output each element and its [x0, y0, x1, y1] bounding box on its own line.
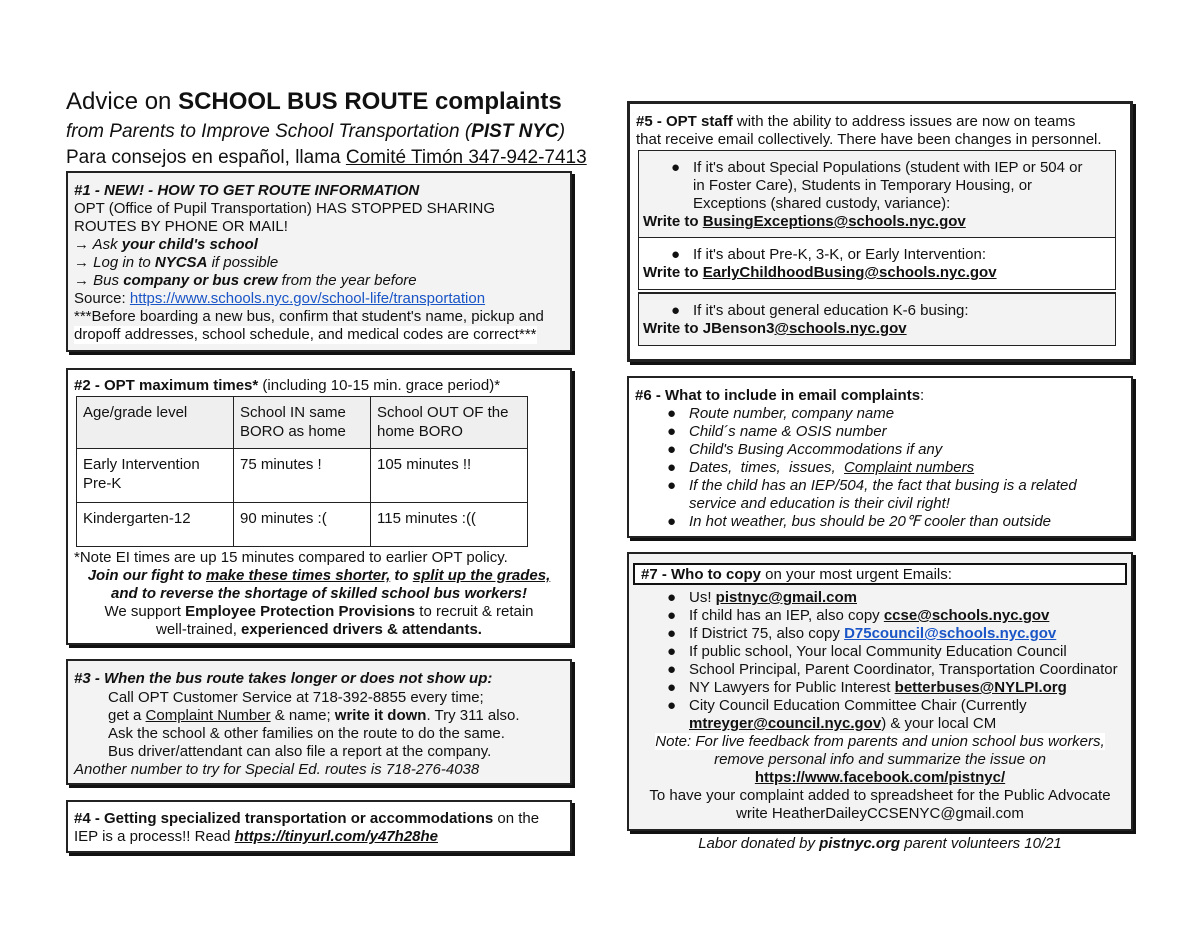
section-5-opt-staff	[627, 101, 1133, 362]
subtitle-suffix: )	[558, 121, 566, 142]
s7-title	[641, 566, 952, 584]
bullet-icon: ●	[667, 589, 677, 606]
busing-exceptions-email[interactable]: BusingExceptions@schools.nyc.gov	[702, 213, 966, 230]
section-7-who-to-copy	[627, 552, 1133, 831]
s5-b1-write	[643, 213, 966, 231]
s7-i4-text: If public school, Your local Community Education Council	[689, 643, 1067, 660]
list-item	[667, 405, 894, 423]
s7-i6-a: NY Lawyers for Public Interest	[689, 679, 895, 696]
bullet-icon: ●	[667, 441, 677, 458]
list-item	[667, 459, 974, 477]
bullet-icon: ●	[667, 661, 677, 678]
s3-line5: Another number to try for Special Ed. routes is 718-276-4038	[74, 761, 480, 778]
s5-b3-l1-text: If it's about general education K-6 busing:	[693, 302, 969, 319]
ccse-email[interactable]: ccse@schools.nyc.gov	[883, 607, 1050, 624]
bullet-icon: ●	[667, 405, 677, 422]
list-item-continuation	[689, 715, 996, 733]
s7-i5-text: School Principal, Parent Coordinator, Transportation Coordinator	[689, 661, 1118, 678]
list-item	[667, 625, 1056, 643]
table-cell	[77, 503, 234, 547]
s2-fight-a: Join our fight to	[87, 567, 206, 584]
s7-title-suffix: on your most urgent Emails:	[761, 566, 952, 583]
s5-card-general-ed	[638, 292, 1116, 346]
s3-write-it-down: write it down	[334, 707, 427, 724]
s1-line2: ROUTES BY PHONE OR MAIL!	[74, 218, 288, 235]
footer-site[interactable]: pistnyc.org	[819, 835, 900, 852]
s4-title-bold: #4 - Getting specialized transportation or accommodations	[74, 810, 494, 827]
list-item-text: In hot weather, bus should be 20℉ cooler than outside	[689, 513, 1052, 530]
s3-line2	[108, 707, 520, 725]
s7-i3-a: If District 75, also copy	[689, 625, 845, 642]
bullet-icon: ●	[667, 679, 677, 696]
cell-text: 105 minutes !!	[377, 456, 472, 473]
spanish-contact[interactable]: Comité Timón 347-942-7413	[345, 147, 587, 168]
s2-support-line2	[68, 621, 570, 639]
d75council-email[interactable]: D75council@schools.nyc.gov	[844, 625, 1057, 642]
bullet-icon: ●	[671, 246, 681, 263]
s2-support-line1	[68, 603, 570, 621]
s3-line1: Call OPT Customer Service at 718-392-8855 every time;	[108, 689, 484, 706]
cell-text: Kindergarten-12	[83, 510, 191, 527]
s3-complaint-number: Complaint Number	[145, 707, 271, 724]
pistnyc-email[interactable]: pistnyc@gmail.com	[715, 589, 857, 606]
s2-title-suffix: (including 10-15 min. grace period)*	[258, 377, 501, 394]
council-email[interactable]: mtreyger@council.nyc.gov	[689, 715, 882, 732]
s3-line4: Bus driver/attendant can also file a report at the company.	[108, 743, 492, 760]
s1-login-prefix: → Log in to	[74, 254, 155, 271]
header-cell	[371, 397, 528, 449]
s1-login-bold: NYCSA	[154, 254, 208, 271]
s5-b2-l1	[671, 246, 986, 264]
s5-b3-write	[643, 320, 907, 338]
bullet-icon: ●	[667, 513, 677, 530]
page-title	[66, 88, 562, 116]
s5-card-early-childhood	[638, 238, 1116, 290]
footer-c: parent volunteers 10/21	[900, 835, 1062, 852]
s6-title-suffix: :	[920, 387, 925, 404]
s5-b1-write-label: Write to	[643, 213, 703, 230]
s3-line2-e: . Try 311 also.	[426, 707, 520, 724]
s1-bus-bold: company or bus crew	[123, 272, 278, 289]
s2-support-a: We support	[104, 603, 186, 620]
s2-title	[74, 377, 500, 395]
s5-title-bold: #5 - OPT staff	[636, 113, 733, 130]
s3-line2-c: & name;	[270, 707, 335, 724]
s1-note1: ***Before boarding a new bus, confirm that student's name, pickup and	[74, 308, 544, 325]
max-times-table	[76, 396, 528, 547]
bullet-icon: ●	[671, 302, 681, 319]
list-item	[667, 513, 1051, 531]
s7-i1-a: Us!	[689, 589, 716, 606]
s2-support-d: well-trained,	[156, 621, 242, 638]
s4-title	[74, 810, 539, 828]
footer-credit	[627, 835, 1133, 852]
table-cell	[234, 449, 371, 503]
s1-login	[74, 254, 278, 272]
table-header-row	[77, 397, 528, 449]
table-cell	[77, 449, 234, 503]
list-item	[667, 441, 942, 459]
s6-title-bold: #6 - What to include in email complaints	[635, 387, 921, 404]
s4-line2	[74, 828, 438, 846]
s2-fight-line1	[68, 567, 570, 585]
s1-bus-prefix: → Bus	[74, 272, 124, 289]
cell-text: Pre-K	[83, 475, 122, 492]
s1-source-link[interactable]: https://www.schools.nyc.gov/school-life/transportation	[129, 290, 486, 307]
s7-note1-text: Note: For live feedback from parents and union school bus workers,	[655, 733, 1105, 750]
s5-b1-l2: in Foster Care), Students in Temporary Housing, or	[693, 177, 1033, 194]
s5-title-suffix: with the ability to address issues are now on teams	[732, 113, 1076, 130]
s1-line1: OPT (Office of Pupil Transportation) HAS STOPPED SHARING	[74, 200, 495, 217]
list-item	[667, 697, 1027, 715]
s7-i7-c: ) & your local CM	[881, 715, 997, 732]
s4-line2-a: IEP is a process!! Read	[74, 828, 235, 845]
s5-card-special-populations	[638, 150, 1116, 238]
s7-spread2: write HeatherDaileyCCSENYC@gmail.com	[736, 805, 1024, 822]
s3-line2-a: get a	[108, 707, 146, 724]
list-item	[667, 477, 1077, 495]
table-cell	[371, 449, 528, 503]
list-item	[667, 607, 1049, 625]
s1-ask-prefix: → Ask	[74, 236, 122, 253]
list-item	[667, 679, 1067, 697]
s5-b3-write-label: Write to JBenson3	[643, 320, 775, 337]
s7-title-bold: #7 - Who to copy	[641, 566, 761, 583]
s7-note1	[629, 733, 1131, 751]
subtitle	[66, 121, 565, 143]
footer-a: Labor donated by	[698, 835, 820, 852]
cell-text: Early Intervention	[83, 456, 200, 473]
list-item-continuation: service and education is their civil right!	[689, 495, 950, 512]
s7-i2-a: If child has an IEP, also copy	[689, 607, 884, 624]
s2-fight-b: make these times shorter,	[206, 567, 391, 584]
s4-title-suffix: on the	[493, 810, 540, 827]
bullet-icon: ●	[667, 643, 677, 660]
s3-title: #3 - When the bus route takes longer or does not show up:	[74, 670, 493, 687]
s1-title: #1 - NEW! - HOW TO GET ROUTE INFORMATION	[74, 182, 420, 199]
subtitle-bold: PIST NYC	[471, 121, 559, 142]
s2-fight-d: split up the grades,	[412, 567, 551, 584]
section-1-route-info	[66, 171, 572, 352]
table-row	[77, 449, 528, 503]
s5-line2: that receive email collectively. There have been changes in personnel.	[636, 131, 1102, 148]
list-item	[667, 661, 1118, 679]
table-cell	[371, 503, 528, 547]
jbenson-email[interactable]: @schools.nyc.gov	[774, 320, 907, 337]
spanish-prefix: Para consejos en español, llama	[66, 147, 346, 168]
section-6-email-contents	[627, 376, 1133, 538]
title-bold: SCHOOL BUS ROUTE complaints	[178, 88, 562, 115]
table-cell	[234, 503, 371, 547]
cell-text: 90 minutes :(	[240, 510, 327, 527]
bullet-icon: ●	[667, 625, 677, 642]
list-item	[667, 589, 857, 607]
s1-source	[74, 290, 485, 308]
s5-title	[636, 113, 1075, 131]
s7-title-box	[633, 563, 1127, 585]
s2-support-c: to recruit & retain	[415, 603, 534, 620]
s2-support-e: experienced drivers & attendants.	[241, 621, 482, 638]
s5-b2-l1-text: If it's about Pre-K, 3-K, or Early Intervention:	[693, 246, 986, 263]
s4-tinyurl-link[interactable]: https://tinyurl.com/y47h28he	[234, 828, 439, 845]
s2-fight-c: to	[390, 567, 413, 584]
section-4-specialized	[66, 800, 572, 853]
header-text: BORO as home	[240, 423, 346, 440]
header-cell	[234, 397, 371, 449]
bullet-icon: ●	[667, 697, 677, 714]
s1-bus	[74, 272, 417, 290]
table-row	[77, 503, 528, 547]
list-item	[667, 643, 1067, 661]
s5-b2-write	[643, 264, 997, 282]
bullet-icon: ●	[667, 423, 677, 440]
s5-b1-l1	[671, 159, 1082, 177]
s1-login-suffix: if possible	[207, 254, 279, 271]
s1-source-label: Source:	[74, 290, 130, 307]
s5-b2-write-label: Write to	[643, 264, 703, 281]
subtitle-prefix: from Parents to Improve School Transportation (	[66, 121, 472, 142]
s2-title-bold: #2 - OPT maximum times*	[74, 377, 259, 394]
list-item-text: If the child has an IEP/504, the fact that busing is a related	[689, 477, 1077, 494]
list-item-text: Child's Busing Accommodations if any	[689, 441, 943, 458]
list-item-text: Child´s name & OSIS number	[689, 423, 887, 440]
cell-text: 115 minutes :((	[377, 510, 476, 527]
bullet-icon: ●	[667, 477, 677, 494]
title-prefix: Advice on	[66, 88, 179, 115]
bullet-icon: ●	[667, 459, 677, 476]
bullet-icon: ●	[671, 159, 681, 176]
s1-note2: dropoff addresses, school schedule, and medical codes are correct***	[74, 326, 537, 343]
complaint-numbers-text: Complaint numbers	[844, 459, 975, 476]
s2-support-b: Employee Protection Provisions	[185, 603, 416, 620]
s7-spread1: To have your complaint added to spreadsheet for the Public Advocate	[649, 787, 1111, 804]
section-2-max-times	[66, 368, 572, 645]
facebook-link[interactable]: https://www.facebook.com/pistnyc/	[754, 769, 1006, 786]
spanish-contact-line	[66, 147, 587, 169]
s7-note2: remove personal info and summarize the issue on	[714, 751, 1046, 768]
header-text: home BORO	[377, 423, 463, 440]
header-text: Age/grade level	[83, 404, 188, 421]
s2-note: *Note EI times are up 15 minutes compared to earlier OPT policy.	[74, 549, 508, 566]
s7-i7-a: City Council Education Committee Chair (Currently	[689, 697, 1027, 714]
cell-text: 75 minutes !	[240, 456, 322, 473]
list-item	[667, 423, 887, 441]
s2-fight-line2: and to reverse the shortage of skilled school bus workers!	[111, 585, 527, 602]
nylpi-email[interactable]: betterbuses@NYLPI.org	[894, 679, 1067, 696]
header-text: School IN same	[240, 404, 346, 421]
section-3-late-bus	[66, 659, 572, 785]
header-cell	[77, 397, 234, 449]
s1-ask	[74, 236, 258, 254]
s3-line3: Ask the school & other families on the route to do the same.	[108, 725, 505, 742]
bullet-icon: ●	[667, 607, 677, 624]
early-childhood-email[interactable]: EarlyChildhoodBusing@schools.nyc.gov	[702, 264, 997, 281]
s6-title	[635, 387, 924, 405]
s1-ask-bold: your child's school	[121, 236, 258, 253]
s5-b1-l3: Exceptions (shared custody, variance):	[693, 195, 951, 212]
list-item-text: Route number, company name	[689, 405, 895, 422]
s5-b3-l1	[671, 302, 969, 320]
list-item-text: Dates, times, issues,	[689, 459, 845, 476]
header-text: School OUT OF the	[377, 404, 509, 421]
s5-b1-l1-text: If it's about Special Populations (student with IEP or 504 or	[693, 159, 1083, 176]
s1-bus-suffix: from the year before	[277, 272, 417, 289]
